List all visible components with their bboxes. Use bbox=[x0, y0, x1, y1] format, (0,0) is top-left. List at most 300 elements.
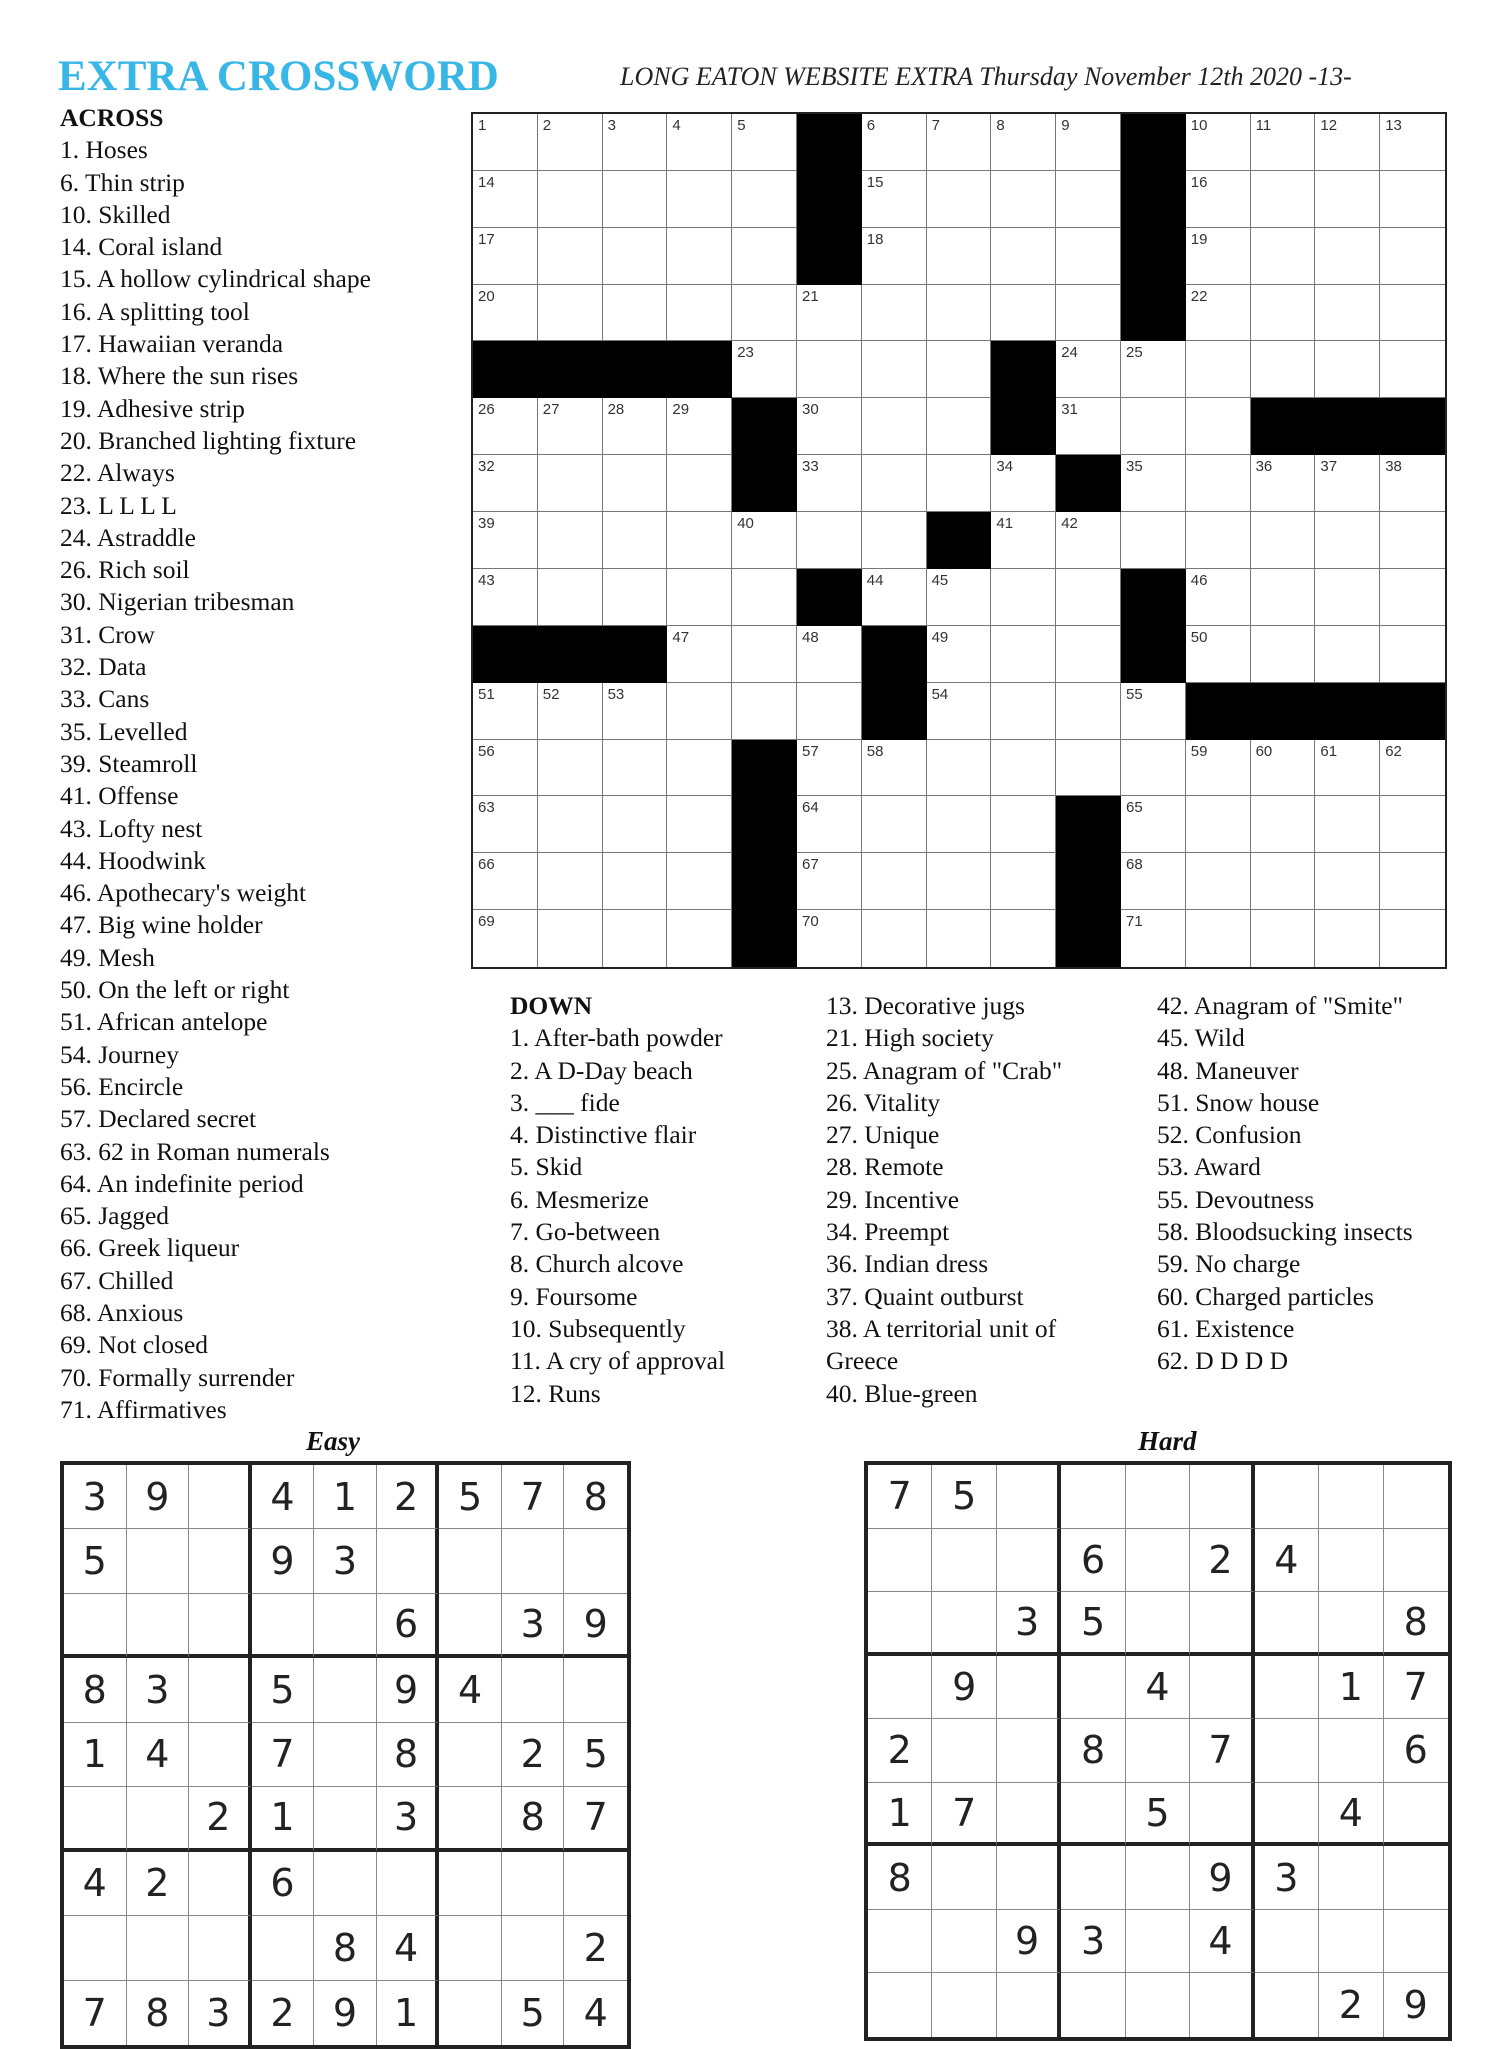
crossword-cell[interactable] bbox=[732, 569, 797, 626]
sudoku-cell[interactable] bbox=[1319, 1719, 1383, 1783]
crossword-cell[interactable] bbox=[927, 853, 992, 910]
crossword-cell[interactable] bbox=[991, 512, 1056, 569]
sudoku-cell[interactable] bbox=[868, 1592, 932, 1656]
sudoku-cell[interactable] bbox=[868, 1656, 932, 1720]
crossword-cell[interactable] bbox=[862, 285, 927, 342]
crossword-cell[interactable] bbox=[1380, 171, 1445, 228]
crossword-cell[interactable] bbox=[1121, 683, 1186, 740]
crossword-cell[interactable] bbox=[927, 171, 992, 228]
sudoku-cell[interactable] bbox=[997, 1656, 1061, 1720]
crossword-cell[interactable] bbox=[603, 398, 668, 455]
sudoku-cell[interactable] bbox=[1126, 1529, 1190, 1593]
crossword-cell[interactable] bbox=[1315, 341, 1380, 398]
sudoku-cell[interactable] bbox=[377, 1852, 440, 1916]
crossword-cell[interactable] bbox=[1380, 455, 1445, 512]
crossword-cell[interactable] bbox=[1315, 910, 1380, 967]
crossword-cell[interactable] bbox=[667, 285, 732, 342]
crossword-cell[interactable] bbox=[473, 683, 538, 740]
crossword-cell[interactable] bbox=[991, 455, 1056, 512]
crossword-cell[interactable] bbox=[1186, 114, 1251, 171]
sudoku-cell[interactable] bbox=[1190, 1973, 1254, 2037]
crossword-cell[interactable] bbox=[538, 398, 603, 455]
sudoku-cell[interactable] bbox=[1190, 1465, 1254, 1529]
crossword-cell[interactable] bbox=[1380, 228, 1445, 285]
sudoku-cell[interactable] bbox=[127, 1916, 190, 1980]
crossword-cell[interactable] bbox=[862, 796, 927, 853]
crossword-cell[interactable] bbox=[1315, 114, 1380, 171]
crossword-cell[interactable] bbox=[862, 114, 927, 171]
sudoku-cell: 1 bbox=[64, 1723, 127, 1787]
crossword-cell[interactable] bbox=[1380, 285, 1445, 342]
crossword-cell[interactable] bbox=[797, 683, 862, 740]
across-clue: 64. An indefinite period bbox=[60, 1168, 304, 1198]
clue-number: 70 bbox=[802, 913, 819, 931]
sudoku-cell[interactable] bbox=[997, 1719, 1061, 1783]
crossword-cell[interactable] bbox=[473, 910, 538, 967]
crossword-cell[interactable] bbox=[1121, 740, 1186, 797]
crossword-cell[interactable] bbox=[991, 853, 1056, 910]
crossword-cell[interactable] bbox=[603, 171, 668, 228]
sudoku-cell[interactable] bbox=[1061, 1846, 1125, 1910]
crossword-cell[interactable] bbox=[1056, 398, 1121, 455]
sudoku-cell[interactable] bbox=[439, 1723, 502, 1787]
crossword-cell[interactable] bbox=[473, 569, 538, 626]
sudoku-cell[interactable] bbox=[314, 1658, 377, 1722]
sudoku-cell[interactable] bbox=[502, 1529, 565, 1593]
easy-sudoku-label: Easy bbox=[306, 1426, 360, 1456]
crossword-cell[interactable] bbox=[991, 683, 1056, 740]
crossword-cell[interactable] bbox=[732, 285, 797, 342]
crossword-cell[interactable] bbox=[1056, 228, 1121, 285]
crossword-cell[interactable] bbox=[797, 398, 862, 455]
crossword-cell[interactable] bbox=[1315, 285, 1380, 342]
sudoku-cell[interactable] bbox=[932, 1592, 996, 1656]
sudoku-cell[interactable] bbox=[1126, 1465, 1190, 1529]
sudoku-cell[interactable] bbox=[564, 1658, 627, 1722]
crossword-cell[interactable] bbox=[1186, 512, 1251, 569]
crossword-cell[interactable] bbox=[667, 626, 732, 683]
crossword-cell[interactable] bbox=[538, 455, 603, 512]
sudoku-cell[interactable] bbox=[564, 1852, 627, 1916]
crossword-cell[interactable] bbox=[1121, 853, 1186, 910]
crossword-cell[interactable] bbox=[667, 455, 732, 512]
crossword-cell[interactable] bbox=[927, 626, 992, 683]
crossword-cell[interactable] bbox=[538, 569, 603, 626]
sudoku-cell[interactable] bbox=[1190, 1656, 1254, 1720]
sudoku-cell[interactable] bbox=[502, 1852, 565, 1916]
crossword-cell[interactable] bbox=[1121, 512, 1186, 569]
crossword-cell[interactable] bbox=[473, 455, 538, 512]
crossword-cell[interactable] bbox=[732, 228, 797, 285]
crossword-cell[interactable] bbox=[927, 683, 992, 740]
down-clue: 8. Church alcove bbox=[510, 1249, 684, 1279]
crossword-cell[interactable] bbox=[797, 796, 862, 853]
crossword-cell[interactable] bbox=[1315, 853, 1380, 910]
crossword-cell[interactable] bbox=[538, 910, 603, 967]
crossword-cell[interactable] bbox=[1121, 341, 1186, 398]
crossword-cell[interactable] bbox=[473, 114, 538, 171]
black-square bbox=[1380, 683, 1445, 740]
sudoku-cell[interactable] bbox=[1384, 1529, 1448, 1593]
clue-number: 5 bbox=[737, 117, 746, 134]
down-clue: 53. Award bbox=[1157, 1152, 1261, 1182]
sudoku-cell[interactable] bbox=[997, 1783, 1061, 1847]
crossword-cell[interactable] bbox=[991, 171, 1056, 228]
crossword-cell[interactable] bbox=[991, 285, 1056, 342]
sudoku-cell[interactable] bbox=[502, 1658, 565, 1722]
sudoku-cell[interactable] bbox=[1255, 1465, 1319, 1529]
sudoku-cell[interactable] bbox=[1061, 1465, 1125, 1529]
sudoku-cell[interactable] bbox=[1319, 1846, 1383, 1910]
crossword-cell[interactable] bbox=[667, 740, 732, 797]
sudoku-cell[interactable] bbox=[439, 1981, 502, 2045]
down-clue: 29. Incentive bbox=[826, 1184, 960, 1214]
crossword-cell[interactable] bbox=[1315, 626, 1380, 683]
crossword-cell[interactable] bbox=[732, 626, 797, 683]
crossword-cell[interactable] bbox=[927, 341, 992, 398]
crossword-cell[interactable] bbox=[927, 398, 992, 455]
sudoku-cell[interactable] bbox=[932, 1973, 996, 2037]
sudoku-cell[interactable] bbox=[1255, 1719, 1319, 1783]
crossword-cell[interactable] bbox=[991, 796, 1056, 853]
crossword-cell[interactable] bbox=[1056, 285, 1121, 342]
crossword-cell[interactable] bbox=[797, 285, 862, 342]
sudoku-cell[interactable] bbox=[868, 1973, 932, 2037]
crossword-cell[interactable] bbox=[862, 455, 927, 512]
sudoku-cell[interactable] bbox=[127, 1529, 190, 1593]
crossword-cell[interactable] bbox=[1251, 114, 1316, 171]
sudoku-cell[interactable] bbox=[868, 1910, 932, 1974]
crossword-cell[interactable] bbox=[1251, 910, 1316, 967]
crossword-cell[interactable] bbox=[1251, 285, 1316, 342]
sudoku-cell[interactable] bbox=[932, 1529, 996, 1593]
sudoku-cell[interactable] bbox=[64, 1787, 127, 1851]
sudoku-cell[interactable] bbox=[314, 1787, 377, 1851]
crossword-cell[interactable] bbox=[473, 171, 538, 228]
crossword-cell[interactable] bbox=[1315, 455, 1380, 512]
crossword-cell[interactable] bbox=[538, 171, 603, 228]
sudoku-cell[interactable] bbox=[189, 1529, 252, 1593]
crossword-cell[interactable] bbox=[1186, 171, 1251, 228]
crossword-cell[interactable] bbox=[862, 853, 927, 910]
crossword-cell[interactable] bbox=[797, 455, 862, 512]
sudoku-cell[interactable] bbox=[1319, 1529, 1383, 1593]
crossword-cell[interactable] bbox=[473, 740, 538, 797]
crossword-cell[interactable] bbox=[1251, 569, 1316, 626]
sudoku-cell[interactable] bbox=[189, 1658, 252, 1722]
sudoku-cell[interactable] bbox=[314, 1594, 377, 1658]
crossword-cell[interactable] bbox=[1186, 626, 1251, 683]
crossword-cell[interactable] bbox=[1056, 114, 1121, 171]
crossword-cell[interactable] bbox=[797, 341, 862, 398]
sudoku-cell[interactable] bbox=[1255, 1656, 1319, 1720]
crossword-cell[interactable] bbox=[1121, 455, 1186, 512]
crossword-cell[interactable] bbox=[1380, 796, 1445, 853]
crossword-cell[interactable] bbox=[862, 398, 927, 455]
sudoku-cell[interactable] bbox=[1190, 1783, 1254, 1847]
crossword-cell[interactable] bbox=[1186, 740, 1251, 797]
crossword-cell[interactable] bbox=[1380, 853, 1445, 910]
sudoku-cell[interactable] bbox=[439, 1529, 502, 1593]
sudoku-cell: 1 bbox=[1319, 1656, 1383, 1720]
crossword-cell[interactable] bbox=[991, 626, 1056, 683]
clue-number: 41 bbox=[996, 515, 1014, 533]
black-square bbox=[862, 626, 927, 683]
crossword-cell[interactable] bbox=[1186, 910, 1251, 967]
sudoku-cell[interactable] bbox=[1319, 1465, 1383, 1529]
sudoku-cell[interactable] bbox=[127, 1594, 190, 1658]
crossword-cell[interactable] bbox=[797, 910, 862, 967]
crossword-cell[interactable] bbox=[1315, 569, 1380, 626]
crossword-cell[interactable] bbox=[862, 740, 927, 797]
crossword-cell[interactable] bbox=[1251, 455, 1316, 512]
crossword-cell[interactable] bbox=[1186, 228, 1251, 285]
crossword-cell[interactable] bbox=[667, 114, 732, 171]
crossword-cell[interactable] bbox=[862, 569, 927, 626]
crossword-cell[interactable] bbox=[991, 228, 1056, 285]
crossword-cell[interactable] bbox=[1380, 341, 1445, 398]
sudoku-cell[interactable] bbox=[377, 1529, 440, 1593]
crossword-cell[interactable] bbox=[603, 114, 668, 171]
crossword-cell[interactable] bbox=[603, 796, 668, 853]
crossword-cell[interactable] bbox=[1056, 626, 1121, 683]
crossword-cell[interactable] bbox=[1251, 796, 1316, 853]
crossword-cell[interactable] bbox=[603, 740, 668, 797]
crossword-cell[interactable] bbox=[862, 228, 927, 285]
sudoku-cell[interactable] bbox=[1384, 1846, 1448, 1910]
sudoku-cell[interactable] bbox=[997, 1846, 1061, 1910]
crossword-cell[interactable] bbox=[667, 796, 732, 853]
crossword-cell[interactable] bbox=[797, 512, 862, 569]
crossword-cell[interactable] bbox=[927, 228, 992, 285]
crossword-cell[interactable] bbox=[1186, 341, 1251, 398]
sudoku-cell[interactable] bbox=[252, 1916, 315, 1980]
crossword-cell[interactable] bbox=[538, 740, 603, 797]
down-clue: 2. A D-Day beach bbox=[510, 1055, 693, 1085]
crossword-cell[interactable] bbox=[473, 796, 538, 853]
crossword-cell[interactable] bbox=[732, 683, 797, 740]
crossword-cell[interactable] bbox=[862, 512, 927, 569]
crossword-cell[interactable] bbox=[862, 171, 927, 228]
crossword-cell[interactable] bbox=[862, 910, 927, 967]
crossword-cell[interactable] bbox=[732, 171, 797, 228]
sudoku-cell[interactable] bbox=[127, 1787, 190, 1851]
sudoku-cell[interactable] bbox=[189, 1594, 252, 1658]
crossword-cell[interactable] bbox=[1121, 910, 1186, 967]
crossword-cell[interactable] bbox=[473, 853, 538, 910]
sudoku-cell[interactable] bbox=[1384, 1783, 1448, 1847]
crossword-cell[interactable] bbox=[732, 512, 797, 569]
sudoku-cell[interactable] bbox=[1190, 1592, 1254, 1656]
crossword-cell[interactable] bbox=[1056, 171, 1121, 228]
crossword-cell[interactable] bbox=[538, 285, 603, 342]
crossword-cell[interactable] bbox=[1186, 285, 1251, 342]
crossword-cell[interactable] bbox=[667, 569, 732, 626]
page-title: EXTRA CROSSWORD bbox=[58, 53, 499, 100]
crossword-cell[interactable] bbox=[797, 853, 862, 910]
sudoku-cell[interactable] bbox=[1319, 1592, 1383, 1656]
crossword-cell[interactable] bbox=[1380, 626, 1445, 683]
crossword-cell[interactable] bbox=[667, 228, 732, 285]
sudoku-cell[interactable] bbox=[189, 1465, 252, 1529]
crossword-cell[interactable] bbox=[991, 740, 1056, 797]
sudoku-cell[interactable] bbox=[997, 1529, 1061, 1593]
sudoku-cell: 7 bbox=[1190, 1719, 1254, 1783]
crossword-cell[interactable] bbox=[1186, 569, 1251, 626]
sudoku-cell[interactable] bbox=[439, 1916, 502, 1980]
sudoku-cell: 8 bbox=[564, 1465, 627, 1529]
crossword-cell[interactable] bbox=[603, 853, 668, 910]
crossword-cell[interactable] bbox=[603, 512, 668, 569]
sudoku-cell: 7 bbox=[868, 1465, 932, 1529]
crossword-cell[interactable] bbox=[927, 569, 992, 626]
crossword-cell[interactable] bbox=[667, 398, 732, 455]
crossword-cell[interactable] bbox=[538, 114, 603, 171]
crossword-cell[interactable] bbox=[1315, 228, 1380, 285]
crossword-cell[interactable] bbox=[538, 228, 603, 285]
crossword-cell[interactable] bbox=[927, 455, 992, 512]
clue-number: 57 bbox=[802, 742, 819, 760]
crossword-cell[interactable] bbox=[1056, 512, 1121, 569]
crossword-cell[interactable] bbox=[991, 569, 1056, 626]
crossword-cell[interactable] bbox=[1380, 114, 1445, 171]
sudoku-cell[interactable] bbox=[1319, 1910, 1383, 1974]
sudoku-cell[interactable] bbox=[564, 1529, 627, 1593]
sudoku-cell: 2 bbox=[1190, 1529, 1254, 1593]
crossword-cell[interactable] bbox=[1380, 740, 1445, 797]
crossword-cell[interactable] bbox=[927, 910, 992, 967]
crossword-cell[interactable] bbox=[538, 512, 603, 569]
sudoku-cell[interactable] bbox=[252, 1594, 315, 1658]
crossword-cell[interactable] bbox=[473, 398, 538, 455]
sudoku-cell[interactable] bbox=[502, 1916, 565, 1980]
sudoku-cell[interactable] bbox=[932, 1719, 996, 1783]
crossword-cell[interactable] bbox=[1315, 512, 1380, 569]
crossword-cell[interactable] bbox=[1056, 740, 1121, 797]
crossword-cell[interactable] bbox=[1380, 910, 1445, 967]
sudoku-cell[interactable] bbox=[1061, 1783, 1125, 1847]
sudoku-cell[interactable] bbox=[314, 1723, 377, 1787]
crossword-cell[interactable] bbox=[667, 683, 732, 740]
sudoku-cell[interactable] bbox=[1061, 1973, 1125, 2037]
crossword-cell[interactable] bbox=[1186, 796, 1251, 853]
sudoku-cell[interactable] bbox=[439, 1594, 502, 1658]
down-clue: 27. Unique bbox=[826, 1120, 940, 1150]
crossword-cell[interactable] bbox=[1251, 740, 1316, 797]
crossword-cell[interactable] bbox=[538, 683, 603, 740]
crossword-cell[interactable] bbox=[1121, 796, 1186, 853]
crossword-cell[interactable] bbox=[1251, 626, 1316, 683]
sudoku-cell[interactable] bbox=[1255, 1973, 1319, 2037]
sudoku-cell[interactable] bbox=[1384, 1465, 1448, 1529]
clue-number: 8 bbox=[996, 117, 1005, 134]
crossword-cell[interactable] bbox=[1251, 853, 1316, 910]
sudoku-cell[interactable] bbox=[932, 1910, 996, 1974]
crossword-cell[interactable] bbox=[1251, 228, 1316, 285]
sudoku-cell[interactable] bbox=[189, 1916, 252, 1980]
sudoku-cell[interactable] bbox=[439, 1787, 502, 1851]
crossword-cell[interactable] bbox=[1251, 512, 1316, 569]
sudoku-cell[interactable] bbox=[1126, 1910, 1190, 1974]
sudoku-cell[interactable] bbox=[64, 1594, 127, 1658]
easy-sudoku-grid bbox=[60, 1461, 631, 2049]
crossword-cell[interactable] bbox=[927, 796, 992, 853]
crossword-cell[interactable] bbox=[797, 740, 862, 797]
crossword-cell[interactable] bbox=[603, 455, 668, 512]
sudoku-cell[interactable] bbox=[1126, 1592, 1190, 1656]
crossword-cell[interactable] bbox=[538, 796, 603, 853]
crossword-cell[interactable] bbox=[1315, 796, 1380, 853]
crossword-cell[interactable] bbox=[1251, 171, 1316, 228]
crossword-cell[interactable] bbox=[1056, 569, 1121, 626]
crossword-cell[interactable] bbox=[473, 228, 538, 285]
sudoku-cell[interactable] bbox=[1255, 1592, 1319, 1656]
sudoku-cell[interactable] bbox=[314, 1852, 377, 1916]
crossword-cell[interactable] bbox=[1186, 455, 1251, 512]
sudoku-cell[interactable] bbox=[997, 1973, 1061, 2037]
crossword-cell[interactable] bbox=[927, 114, 992, 171]
crossword-cell[interactable] bbox=[927, 285, 992, 342]
sudoku-cell[interactable] bbox=[1126, 1973, 1190, 2037]
crossword-cell[interactable] bbox=[862, 341, 927, 398]
crossword-cell[interactable] bbox=[732, 114, 797, 171]
sudoku-cell[interactable] bbox=[189, 1852, 252, 1916]
sudoku-cell[interactable] bbox=[64, 1916, 127, 1980]
crossword-cell[interactable] bbox=[603, 910, 668, 967]
crossword-cell[interactable] bbox=[991, 910, 1056, 967]
crossword-cell[interactable] bbox=[538, 853, 603, 910]
crossword-cell[interactable] bbox=[1056, 683, 1121, 740]
crossword-cell[interactable] bbox=[1186, 853, 1251, 910]
sudoku-cell[interactable] bbox=[1255, 1783, 1319, 1847]
sudoku-cell[interactable] bbox=[189, 1723, 252, 1787]
crossword-cell[interactable] bbox=[603, 228, 668, 285]
crossword-cell[interactable] bbox=[667, 910, 732, 967]
sudoku-cell[interactable] bbox=[1384, 1910, 1448, 1974]
sudoku-cell[interactable] bbox=[1126, 1719, 1190, 1783]
crossword-cell[interactable] bbox=[797, 626, 862, 683]
crossword-cell[interactable] bbox=[1315, 171, 1380, 228]
crossword-cell[interactable] bbox=[1121, 398, 1186, 455]
down-clue: 38. A territorial unit of Greece bbox=[826, 1313, 1057, 1376]
sudoku-cell[interactable] bbox=[868, 1529, 932, 1593]
crossword-cell[interactable] bbox=[603, 683, 668, 740]
crossword-cell[interactable] bbox=[1380, 569, 1445, 626]
crossword-cell[interactable] bbox=[667, 171, 732, 228]
crossword-cell[interactable] bbox=[667, 853, 732, 910]
crossword-cell[interactable] bbox=[603, 569, 668, 626]
sudoku-cell[interactable] bbox=[439, 1852, 502, 1916]
crossword-cell[interactable] bbox=[1380, 512, 1445, 569]
crossword-cell[interactable] bbox=[603, 285, 668, 342]
crossword-cell[interactable] bbox=[732, 341, 797, 398]
crossword-cell[interactable] bbox=[991, 114, 1056, 171]
sudoku-cell[interactable] bbox=[997, 1465, 1061, 1529]
crossword-cell[interactable] bbox=[1315, 740, 1380, 797]
sudoku-cell[interactable] bbox=[932, 1846, 996, 1910]
crossword-cell[interactable] bbox=[927, 740, 992, 797]
crossword-cell[interactable] bbox=[473, 512, 538, 569]
crossword-cell[interactable] bbox=[1251, 341, 1316, 398]
crossword-cell[interactable] bbox=[1186, 398, 1251, 455]
sudoku-cell[interactable] bbox=[1255, 1910, 1319, 1974]
crossword-cell[interactable] bbox=[667, 512, 732, 569]
clue-number: 50 bbox=[1190, 628, 1208, 646]
sudoku-cell[interactable] bbox=[1126, 1846, 1190, 1910]
crossword-cell[interactable] bbox=[1056, 341, 1121, 398]
sudoku-cell[interactable] bbox=[1061, 1656, 1125, 1720]
crossword-cell[interactable] bbox=[473, 285, 538, 342]
